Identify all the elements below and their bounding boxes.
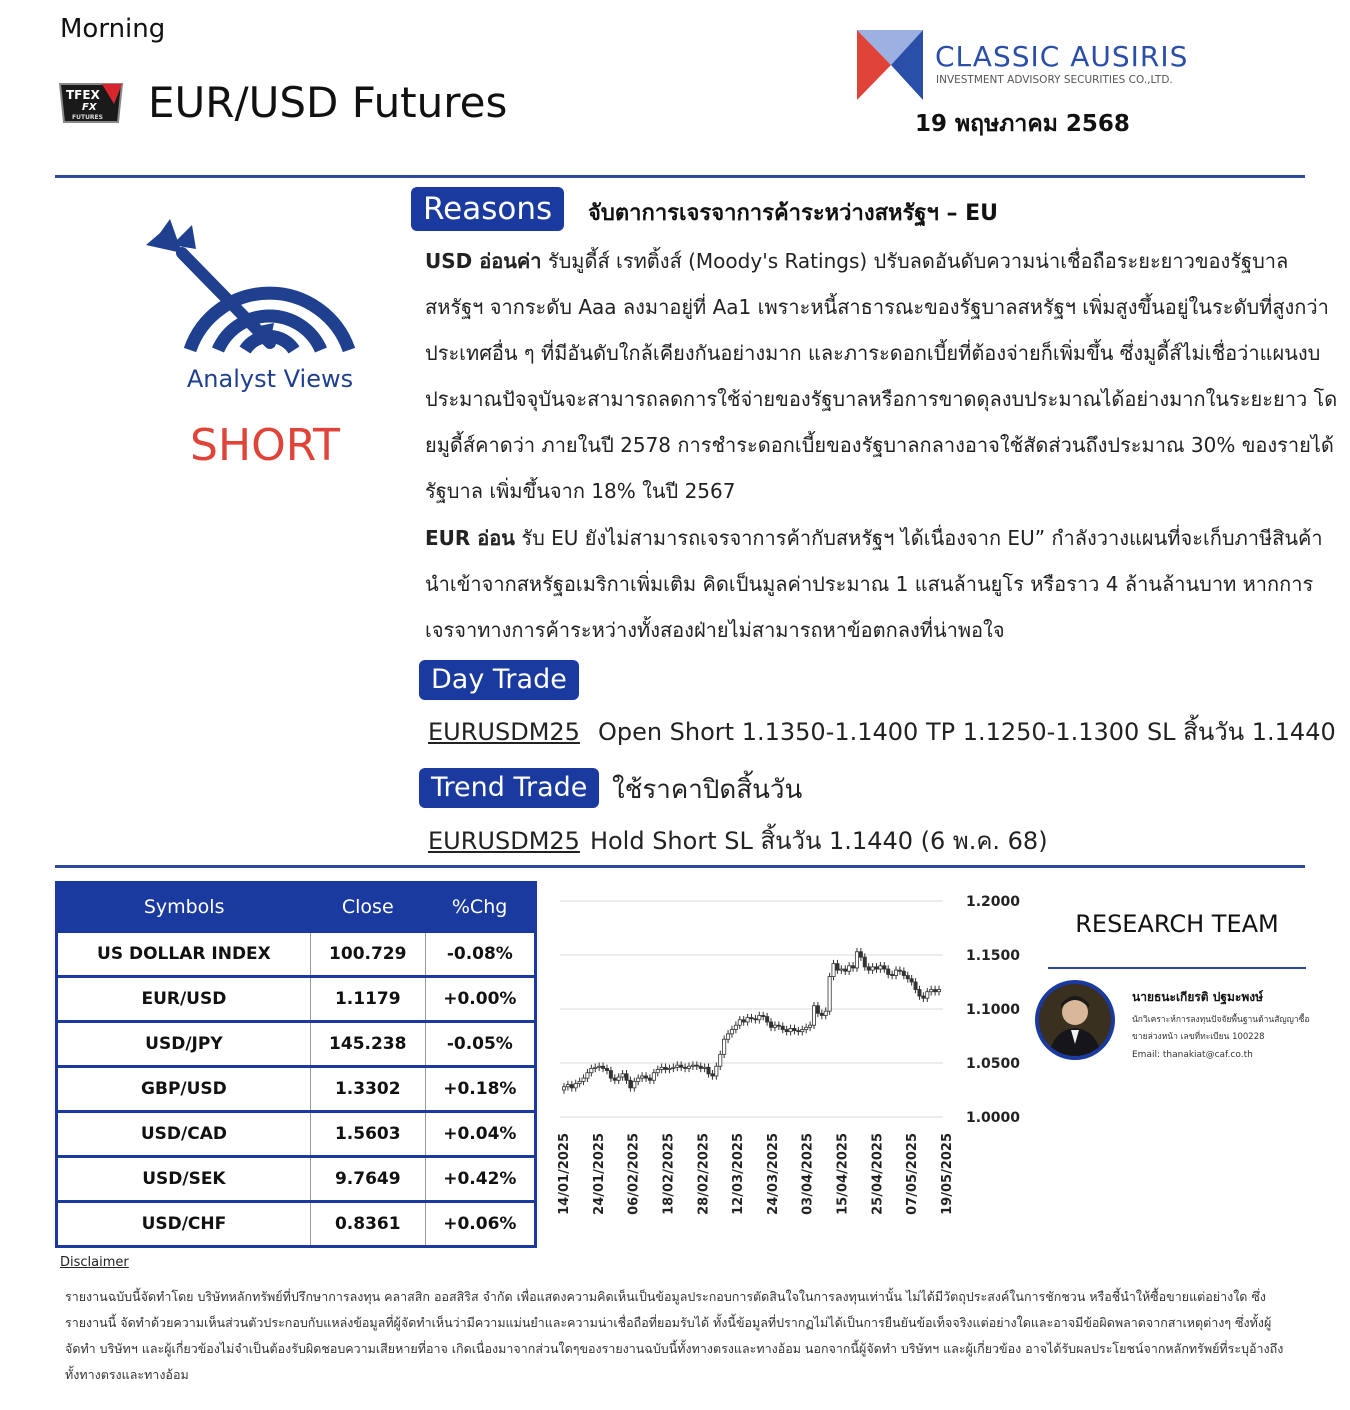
candle-body	[891, 974, 894, 975]
disclaimer-heading: Disclaimer	[60, 1255, 129, 1270]
candle-body	[918, 990, 921, 996]
candle-body	[933, 990, 936, 992]
candle-body	[617, 1077, 620, 1080]
chg-cell: +0.42%	[425, 1157, 535, 1202]
candle-body	[910, 979, 913, 982]
candle-body	[726, 1034, 729, 1039]
candle-body	[644, 1076, 647, 1078]
tfex-logo-text: TFEX	[66, 88, 100, 102]
candle-body	[832, 964, 835, 977]
trend-trade-line	[428, 821, 1048, 860]
candle-body	[680, 1065, 683, 1067]
candle-body	[742, 1020, 745, 1022]
reasons-title: จับตาการเจรจาการค้าระหว่างสหรัฐฯ – EU	[588, 201, 999, 226]
candle-body	[703, 1067, 706, 1068]
research-divider	[1048, 967, 1306, 969]
symbol-cell: EUR/USD	[57, 977, 311, 1022]
day-trade-line	[428, 712, 1336, 751]
candle-body	[668, 1068, 671, 1069]
candle-body	[676, 1065, 679, 1067]
candle-body	[652, 1073, 655, 1081]
candle-body	[867, 967, 870, 970]
candle-body	[875, 967, 878, 969]
chg-cell: +0.18%	[425, 1067, 535, 1112]
x-tick-label: 19/05/2025	[940, 1133, 955, 1215]
candle-body	[789, 1028, 792, 1031]
candle-body	[672, 1067, 675, 1068]
candle-body	[879, 966, 882, 969]
candle-body	[848, 966, 851, 971]
candle-body	[828, 977, 831, 1012]
candle-body	[937, 990, 940, 992]
reason-paragraph-eur	[425, 515, 1340, 653]
reason-paragraph-usd	[425, 238, 1340, 514]
candle-body	[625, 1074, 628, 1080]
col-symbols: Symbols	[57, 883, 311, 932]
table-row	[57, 1202, 536, 1247]
x-tick-label: 14/01/2025	[557, 1133, 572, 1215]
candle-body	[930, 990, 933, 992]
candle-body	[660, 1067, 663, 1069]
analyst-email[interactable]: Email: thanakiat@caf.co.th	[1132, 1050, 1253, 1060]
candle-body	[894, 970, 897, 975]
candle-body	[797, 1031, 800, 1032]
candle-body	[641, 1076, 644, 1078]
candle-body	[590, 1068, 593, 1072]
target-arrow-icon	[142, 215, 357, 370]
candle-body	[750, 1018, 753, 1019]
close-cell: 100.729	[310, 932, 425, 977]
analyst-role-line2: ขายล่วงหน้า เลขที่ทะเบียน 100228	[1132, 1032, 1265, 1042]
candle-body	[633, 1081, 636, 1087]
analyst-role-line1: นักวิเคราะห์การลงทุนปัจจัยพื้นฐานด้านสัญญาซื้อ	[1132, 1015, 1310, 1025]
analyst-role	[1132, 1012, 1310, 1046]
trend-trade-badge: Trend Trade	[419, 768, 599, 808]
close-cell: 145.238	[310, 1022, 425, 1067]
candle-body	[730, 1030, 733, 1034]
candle-body	[723, 1039, 726, 1054]
candle-body	[570, 1085, 573, 1088]
candle-body	[566, 1085, 569, 1087]
candle-body	[594, 1067, 597, 1068]
chg-cell: -0.05%	[425, 1022, 535, 1067]
candle-body	[812, 1006, 815, 1025]
candle-body	[601, 1066, 604, 1068]
candle-body	[820, 1013, 823, 1015]
x-tick-label: 03/04/2025	[800, 1133, 816, 1215]
candle-body	[687, 1066, 690, 1068]
candle-body	[578, 1081, 581, 1083]
trend-trade-text: Hold Short SL สิ้นวัน 1.1440 (6 พ.ค. 68)	[589, 827, 1048, 855]
candle-body	[746, 1018, 749, 1022]
table-row	[57, 1112, 536, 1157]
candle-body	[648, 1078, 651, 1080]
company-name: CLASSIC AUSIRIS	[935, 40, 1189, 73]
eurusd-price-chart	[548, 885, 1028, 1225]
futures-logo-text: FUTURES	[72, 114, 103, 121]
candle-body	[855, 952, 858, 968]
candle-body	[656, 1069, 659, 1072]
analyst-avatar	[1035, 980, 1115, 1060]
candle-body	[695, 1065, 698, 1066]
candle-body	[922, 996, 925, 998]
candle-body	[808, 1025, 811, 1027]
header-divider	[55, 175, 1305, 178]
candle-body	[906, 976, 909, 979]
candle-body	[801, 1030, 804, 1032]
usd-lead: USD อ่อนค่า	[425, 249, 542, 273]
table-row	[57, 1067, 536, 1112]
close-cell: 1.3302	[310, 1067, 425, 1112]
candle-body	[840, 969, 843, 970]
section-divider	[55, 865, 1305, 868]
candle-body	[719, 1054, 722, 1066]
analyst-views-label: Analyst Views	[186, 365, 354, 393]
fx-quotes-table	[55, 881, 537, 1248]
candle-body	[898, 970, 901, 971]
candle-body	[766, 1017, 769, 1022]
candle-body	[805, 1027, 808, 1029]
chg-cell: -0.08%	[425, 932, 535, 977]
candle-body	[758, 1015, 761, 1019]
tfex-fx-futures-logo	[56, 78, 126, 128]
x-tick-label: 28/02/2025	[696, 1133, 712, 1215]
x-tick-label: 07/05/2025	[905, 1133, 921, 1215]
candle-body	[754, 1019, 757, 1020]
candle-body	[902, 971, 905, 975]
disclaimer-text: รายงานฉบับนี้จัดทำโดย บริษัทหลักทรัพย์ที่ปรึกษาการลงทุน คลาสสิก ออสสิริส จำกัด เพื่อแสดงความคิดเห็นเป็นข้อมูลประกอบการตัดสินใจในการลงทุนเท่านั้น ไม่ได้มีวัตถุประสงค์ในการชักชวน หรือชี้นำให้ซื้อขายแต่อย่างใด ซึ่งรายงานนี้ จัดทำด้วยความเห็นส่วนตัวประกอบกับแหล่งข้อมูลที่ผู้จัดทำเห็นว่ามีความแม่นยำและความน่าเชื่อถือที่ยอมรับได้ ทั้งนี้ข้อมูลที่ปรากฏไม่ได้เป็นการยืนยันข้อเท็จจริงแต่อย่างใดและอาจมีข้อผิดพลาดจากสาเหตุต่างๆ ซึ่งทั้งผู้จัดทำ บริษัทฯ และผู้เกี่ยวข้องไม่จำเป็นต้องรับผิดชอบความเสียหายที่อาจ เกิดเนื่องมาจากส่วนใดๆของรายงานฉบับนี้ทั้งทางตรงและทางอ้อม นอกจากนี้ผู้จัดทำ บริษัทฯ และผู้เกี่ยวข้อง อาจได้รับผลประโยชน์จากหลักทรัพย์ที่ระบุอ้างถึงทั้งทางตรงและทางอ้อม	[65, 1289, 1284, 1382]
candle-body	[609, 1071, 612, 1079]
day-trade-badge: Day Trade	[419, 660, 579, 700]
candle-body	[664, 1067, 667, 1069]
session-label: Morning	[60, 14, 166, 44]
close-cell: 0.8361	[310, 1202, 425, 1247]
candle-body	[613, 1078, 616, 1080]
candle-body	[844, 969, 847, 971]
symbol-cell: USD/JPY	[57, 1022, 311, 1067]
col-pct-chg: %Chg	[425, 883, 535, 932]
y-tick-label: 1.0500	[966, 1056, 1021, 1072]
candle-body	[762, 1015, 765, 1016]
candle-body	[793, 1028, 796, 1030]
candle-body	[824, 1011, 827, 1015]
candle-body	[914, 982, 917, 990]
candle-body	[871, 967, 874, 970]
eur-text: รับ EU ยังไม่สามารถเจรจาการค้ากับสหรัฐฯ ได้เนื่องจาก EU” กำลังวางแผนที่จะเก็บภาษีสินค้านำเข้าจากสหรัฐอเมริกาเพิ่มเติม คิดเป็นมูลค่าประมาณ 1 แสนล้านยูโร หรือราว 4 ล้านล้านบาท หากการเจรจาทางการค้าระหว่างทั้งสองฝ่ายไม่สามารถหาข้อตกลงที่น่าพอใจ	[425, 526, 1323, 642]
candle-body	[777, 1025, 780, 1026]
y-tick-label: 1.1000	[966, 1002, 1021, 1018]
person-photo-icon	[1039, 984, 1111, 1056]
candle-body	[605, 1068, 608, 1070]
candle-body	[859, 952, 862, 957]
candle-body	[836, 964, 839, 970]
close-cell: 1.5603	[310, 1112, 425, 1157]
eur-lead: EUR อ่อน	[425, 526, 515, 550]
candle-body	[711, 1074, 714, 1076]
symbol-cell: USD/SEK	[57, 1157, 311, 1202]
candle-body	[781, 1026, 784, 1029]
y-tick-label: 1.2000	[966, 894, 1021, 910]
candle-body	[883, 966, 886, 969]
candle-body	[574, 1084, 577, 1088]
candle-body	[683, 1067, 686, 1068]
classic-ausiris-logo	[855, 28, 925, 102]
candle-body	[629, 1080, 632, 1088]
close-cell: 1.1179	[310, 977, 425, 1022]
table-row	[57, 1157, 536, 1202]
trend-trade-symbol[interactable]: EURUSDM25	[428, 827, 580, 855]
chg-cell: +0.00%	[425, 977, 535, 1022]
candle-body	[863, 957, 866, 967]
candle-body	[586, 1073, 589, 1078]
candle-body	[851, 966, 854, 968]
y-tick-label: 1.0000	[966, 1110, 1021, 1126]
table-row	[57, 1022, 536, 1067]
x-tick-label: 18/02/2025	[661, 1133, 677, 1215]
reasons-badge: Reasons	[411, 187, 564, 231]
candle-body	[887, 969, 890, 974]
page-title: EUR/USD Futures	[148, 78, 508, 127]
candle-body	[598, 1066, 601, 1067]
research-team-title: RESEARCH TEAM	[1075, 910, 1279, 938]
chg-cell: +0.06%	[425, 1202, 535, 1247]
symbol-cell: USD/CHF	[57, 1202, 311, 1247]
x-tick-label: 12/03/2025	[731, 1133, 747, 1215]
usd-text: รับมูดี้ส์ เรทติ้งส์ (Moody's Ratings) ปรับลดอันดับความน่าเชื่อถือระยะยาวของรัฐบาลสหรัฐฯ จากระดับ Aaa ลงมาอยู่ที่ Aa1 เพราะหนี้สาธารณะของรัฐบาลสหรัฐฯ เพิ่มสูงขึ้นอยู่ในระดับที่สูงกว่าประเทศอื่น ๆ ที่มีอันดับใกล้เคียงกันอย่างมาก และภาระดอกเบี้ยที่ต้องจ่ายก็เพิ่มขึ้น ซึ่งมูดี้ส์ไม่เชื่อว่าแผนงบประมาณปัจจุบันจะสามารถลดการใช้จ่ายของรัฐบาลหรือการขาดดุลงบประมาณได้อย่างมากในระยะยาว โดยมูดี้ส์คาดว่า ภายในปี 2578 การชำระดอกเบี้ยของรัฐบาลกลางอาจใช้สัดส่วนถึงประมาณ 30% ของรายได้รัฐบาล เพิ่มขึ้นจาก 18% ในปี 2567	[425, 249, 1338, 503]
day-trade-text: Open Short 1.1350-1.1400 TP 1.1250-1.1300 SL สิ้นวัน 1.1440	[597, 718, 1336, 746]
close-cell: 9.7649	[310, 1157, 425, 1202]
x-tick-label: 24/01/2025	[591, 1133, 607, 1215]
candle-body	[562, 1087, 565, 1090]
fx-logo-text: FX	[82, 102, 97, 113]
y-tick-label: 1.1500	[966, 948, 1021, 964]
candle-body	[769, 1022, 772, 1027]
candle-body	[582, 1078, 585, 1081]
symbol-cell: USD/CAD	[57, 1112, 311, 1157]
candle-body	[734, 1025, 737, 1029]
candle-body	[738, 1020, 741, 1025]
table-row	[57, 932, 536, 977]
table-row	[57, 977, 536, 1022]
candle-body	[637, 1078, 640, 1081]
candle-body	[691, 1065, 694, 1066]
candle-body	[707, 1067, 710, 1073]
candle-body	[621, 1074, 624, 1077]
candle-body	[715, 1066, 718, 1076]
x-tick-label: 15/04/2025	[835, 1133, 851, 1215]
candle-body	[785, 1030, 788, 1032]
col-close: Close	[310, 883, 425, 932]
symbol-cell: US DOLLAR INDEX	[57, 932, 311, 977]
day-trade-symbol[interactable]: EURUSDM25	[428, 718, 580, 746]
x-tick-label: 06/02/2025	[626, 1133, 642, 1215]
candle-body	[926, 992, 929, 998]
table-header-row	[57, 883, 536, 932]
symbol-cell: GBP/USD	[57, 1067, 311, 1112]
company-subtitle: INVESTMENT ADVISORY SECURITIES CO.,LTD.	[936, 74, 1173, 86]
x-tick-label: 24/03/2025	[765, 1133, 781, 1215]
chg-cell: +0.04%	[425, 1112, 535, 1157]
report-date: 19 พฤษภาคม 2568	[915, 111, 1130, 137]
position-call: SHORT	[190, 420, 340, 471]
x-tick-label: 25/04/2025	[870, 1133, 886, 1215]
candle-body	[816, 1006, 819, 1014]
candle-body	[773, 1025, 776, 1027]
candle-body	[699, 1066, 702, 1068]
analyst-name: นายธนะเกียรติ ปฐมะพงษ์	[1132, 990, 1264, 1004]
trend-trade-note: ใช้ราคาปิดสิ้นวัน	[612, 775, 803, 805]
